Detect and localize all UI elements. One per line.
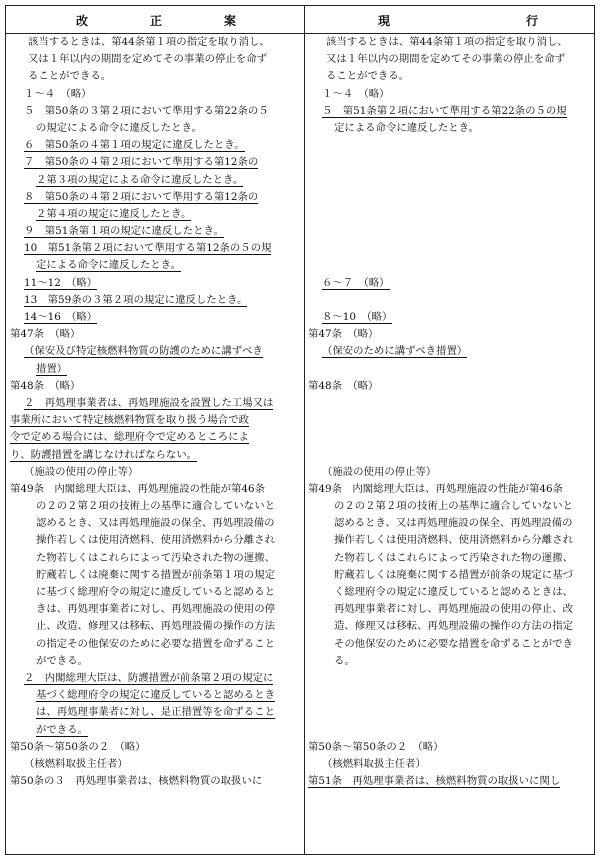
text-line: 操作若しくは使用済燃料、使用済燃料から分離され xyxy=(36,534,275,547)
text-line: 再処理事業者に対し、再処理施設の使用の停止、改 xyxy=(334,603,573,616)
text-line: 定による命令に違反したとき。 xyxy=(334,121,480,134)
text-line: （施設の使用の停止等） xyxy=(322,465,437,478)
underlined-text: り、防護措置を講じなければならない。 xyxy=(10,448,198,461)
underlined-text: ９ 第51条第１項の規定に違反したとき。 xyxy=(24,225,224,238)
underlined-text: ２第３項の規定による命令に違反したとき。 xyxy=(36,173,244,186)
text-line xyxy=(10,257,300,274)
text-line: ５ 第50条の３第２項において準用する第22条の５ xyxy=(24,104,269,117)
underlined-text: ８ 第50条の４第２項において準用する第12条の xyxy=(24,190,259,203)
text-line: の２の２第２項の技術上の基準に適合していないと xyxy=(334,500,573,513)
text-line xyxy=(10,292,300,309)
text-line xyxy=(10,447,300,464)
underlined-text: ８～10 （略） xyxy=(322,311,393,323)
text-line: 第48条 （略） xyxy=(308,379,379,392)
text-line xyxy=(308,275,592,292)
underlined-text: ２ 再処理事業者は、再処理施設を設置した工場又は xyxy=(24,396,274,409)
text-line: 第48条 （略） xyxy=(10,379,81,392)
text-line: ることができる。 xyxy=(326,70,410,83)
text-line xyxy=(10,275,300,292)
text-line xyxy=(10,137,300,154)
header-revised: 改 正 案 xyxy=(76,14,236,28)
text-line: 止、改造、修理又は移転、再処理設備の操作の方法 xyxy=(36,620,275,633)
text-line xyxy=(308,343,592,360)
underlined-text: ２ 内閣総理大臣は、防護措置が前条第２項の規定に xyxy=(24,671,274,684)
underlined-text: 10 第51条第２項において準用する第12条の５の規 xyxy=(24,242,272,255)
comparison-table xyxy=(5,5,595,855)
underlined-text: 第51条 再処理事業者は、核燃料物質の取扱いに関し xyxy=(308,775,561,788)
text-line: 又は１年以内の期間を定めてその事業の停止を命ず xyxy=(28,53,267,66)
text-line xyxy=(10,361,300,378)
underlined-text: 14～16 （略） xyxy=(24,311,98,323)
current-column xyxy=(308,34,592,790)
text-line: 第49条 内閣総理大臣は、再処理施設の性能が第46条 xyxy=(308,482,564,495)
underlined-text: ７ 第50条の４第２項において準用する第12条の xyxy=(24,156,259,169)
revised-column xyxy=(10,34,300,790)
text-line: 認めるとき、又は再処理施設の保全、再処理設備の xyxy=(36,517,275,530)
text-line: の２の２第２項の技術上の基準に適合していないと xyxy=(36,500,275,513)
underlined-text: ２第４項の規定に違反したとき。 xyxy=(36,207,192,220)
text-line: ることができる。 xyxy=(28,70,112,83)
text-line: その他保安のために必要な措置を命ずることができ xyxy=(334,637,573,650)
text-line: 第49条 内閣総理大臣は、再処理施設の性能が第46条 xyxy=(10,482,266,495)
text-line: 操作若しくは使用済燃料、使用済燃料から分離され xyxy=(334,534,573,547)
text-line xyxy=(10,722,300,739)
text-line: 第50条～第50条の２ （略） xyxy=(10,740,146,753)
text-line xyxy=(308,773,592,790)
text-line xyxy=(308,103,592,120)
text-line: 該当するときは、第44条第１項の指定を取り消し、 xyxy=(326,36,568,48)
underlined-text: ６ 第50条の４第１項の規定に違反したとき。 xyxy=(24,139,245,152)
text-line: （核燃料取扱主任者） xyxy=(24,757,128,770)
text-line: １～４ （略） xyxy=(322,87,390,100)
text-line: 該当するときは、第44条第１項の指定を取り消し、 xyxy=(28,36,270,48)
text-line xyxy=(10,172,300,189)
text-line: 認めるとき、又は再処理施設の保全、再処理設備の xyxy=(334,517,573,530)
text-line: た物若しくはこれらによって汚染された物の運搬、 xyxy=(36,551,275,564)
text-line xyxy=(10,343,300,360)
column-divider xyxy=(304,6,305,854)
underlined-text: は、再処理事業者に対し、是正措置等を命ずること xyxy=(36,706,275,719)
underlined-text: 措置） xyxy=(36,362,68,375)
underlined-text: 13 第59条の３第２項の規定に違反したとき。 xyxy=(24,293,248,306)
underlined-text: ができる。 xyxy=(36,723,88,736)
text-line xyxy=(10,687,300,704)
text-line: 第47条 （略） xyxy=(308,328,379,341)
text-line: ができる。 xyxy=(36,654,88,667)
text-line: 又は１年以内の期間を定めてその事業の停止を命ず xyxy=(326,53,565,66)
text-line: に基づく総理府令の規定に違反していると認めると xyxy=(36,586,275,598)
text-line: （施設の使用の停止等） xyxy=(24,465,139,478)
text-line: く総理府令の規定に違反していると認めるときは、 xyxy=(334,586,573,598)
text-line xyxy=(308,309,592,326)
text-line: 第50条～第50条の２ （略） xyxy=(308,740,444,753)
text-line xyxy=(10,240,300,257)
text-line xyxy=(10,223,300,240)
underlined-text: ５ 第51条第２項において準用する第22条の５の規 xyxy=(322,104,567,117)
text-line: の指定その他保安のために必要な措置を命ずること xyxy=(36,637,275,650)
text-line: る。 xyxy=(334,654,355,667)
underlined-text: （保安のために講ずべき措置） xyxy=(322,345,468,358)
text-line xyxy=(10,189,300,206)
text-line xyxy=(10,429,300,446)
text-line xyxy=(10,704,300,721)
text-line xyxy=(10,154,300,171)
header-current: 現 行 xyxy=(378,14,538,28)
underlined-text: ６～７ （略） xyxy=(322,276,390,289)
text-line: きは、再処理事業者に対し、再処理施設の使用の停 xyxy=(36,603,275,616)
underlined-text: 11～12 （略） xyxy=(24,276,98,289)
text-line: 貯蔵若しくは廃棄に関する措置が前条の規定に基づ xyxy=(334,568,573,581)
text-line: 第47条 （略） xyxy=(10,328,81,341)
underlined-text: 定による命令に違反したとき。 xyxy=(36,259,182,272)
text-line: 第50条の３ 再処理事業者は、核燃料物質の取扱いに xyxy=(10,775,263,788)
text-line xyxy=(10,412,300,429)
text-line xyxy=(10,206,300,223)
text-line xyxy=(10,309,300,326)
underlined-text: 事業所において特定核燃料物質を取り扱う場合で政 xyxy=(10,414,249,427)
text-line: 造、修理又は移転、再処理設備の操作の方法の指定 xyxy=(334,620,573,633)
text-line: た物若しくはこれらによって汚染された物の運搬、 xyxy=(334,551,573,564)
text-line: の規定による命令に違反したとき。 xyxy=(36,121,202,134)
text-line: 貯蔵若しくは廃棄に関する措置が前条第１項の規定 xyxy=(36,568,275,581)
text-line xyxy=(10,670,300,687)
underlined-text: 基づく総理府令の規定に違反していると認めるとき xyxy=(36,689,275,702)
underlined-text: （保安及び特定核燃料物質の防護のために講ずべき xyxy=(24,345,263,358)
text-line: １～４ （略） xyxy=(24,87,92,100)
text-line: （核燃料取扱主任者） xyxy=(322,757,426,770)
table-header-row xyxy=(6,6,594,34)
underlined-text: 令で定める場合には、総理府令で定めるところによ xyxy=(10,431,249,444)
text-line xyxy=(10,395,300,412)
